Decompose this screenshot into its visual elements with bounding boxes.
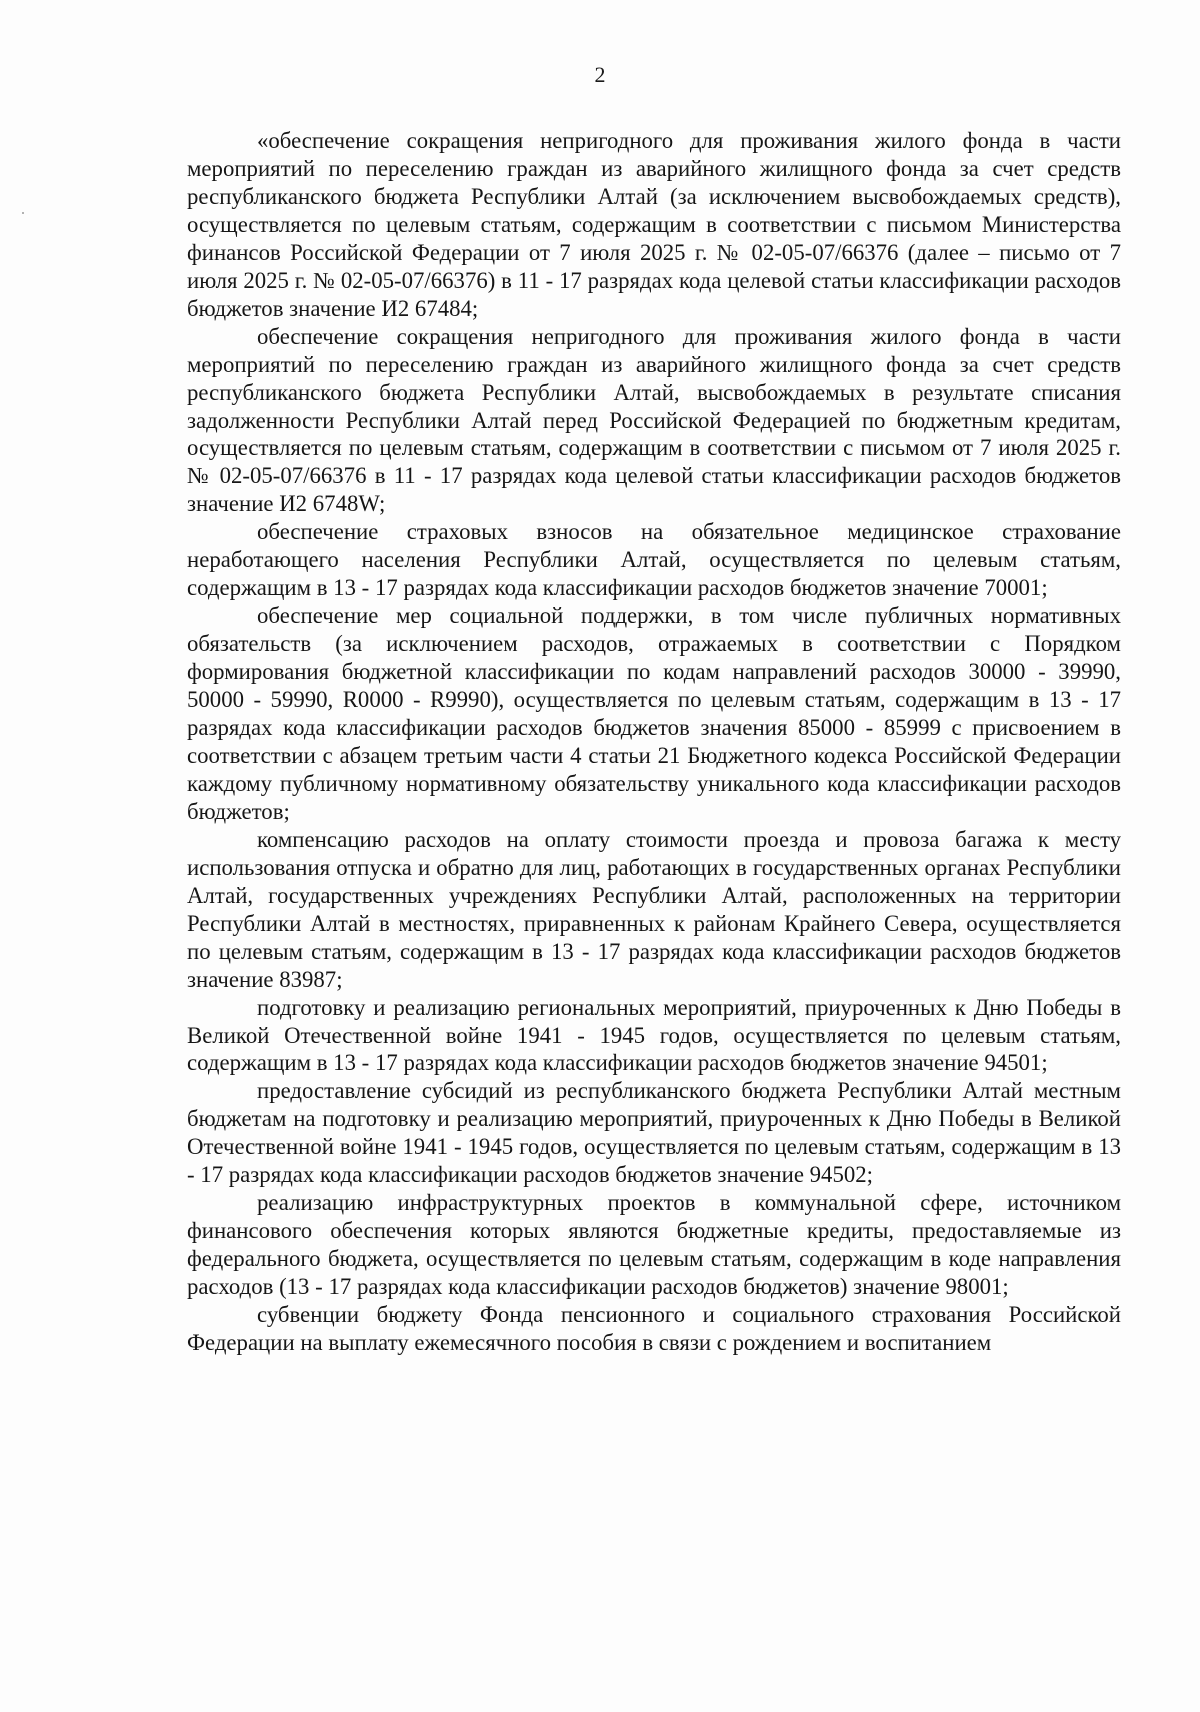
paragraph-medical-insurance: обеспечение страховых взносов на обязательное медицинское страхование неработающего населения Республики Алтай, осуществляется по целевым статьям, содержащим в 13 - 17 разрядах кода классификации расходов бюджетов значение 70001; <box>187 519 1121 601</box>
document-body <box>187 127 1121 1357</box>
paragraph-resettlement-regional-funds: «обеспечение сокращения непригодного для проживания жилого фонда в части мероприятий по переселению граждан из аварийного жилищного фонда за счет средств республиканского бюджета Республики Алтай (за исключением высвобождаемых средств), осуществляется по целевым статьям, содержащим в соответствии с письмом Министерства финансов Российской Федерации от 7 июля 2025 г. № 02-05-07/66376 (далее – письмо от 7 июля 2025 г. № 02-05-07/66376) в 11 - 17 разрядах кода целевой статьи классификации расходов бюджетов значение И2 67484; <box>187 128 1121 321</box>
paragraph-pension-fund-subventions: субвенции бюджету Фонда пенсионного и социального страхования Российской Федерации на выплату ежемесячного пособия в связи с рождением и воспитанием <box>187 1302 1121 1355</box>
paragraph-resettlement-released-funds: обеспечение сокращения непригодного для проживания жилого фонда в части мероприятий по переселению граждан из аварийного жилищного фонда за счет средств республиканского бюджета Республики Алтай, высвобождаемых в результате списания задолженности Республики Алтай перед Российской Федерацией по бюджетным кредитам, осуществляется по целевым статьям, содержащим в соответствии с письмом от 7 июля 2025 г. № 02-05-07/66376 в 11 - 17 разрядах кода целевой статьи классификации расходов бюджетов значение И2 6748W; <box>187 323 1121 517</box>
scan-artifact <box>22 212 24 214</box>
paragraph-infrastructure-projects: реализацию инфраструктурных проектов в коммунальной сфере, источником финансового обеспечения которых являются бюджетные кредиты, предоставляемые из федерального бюджета, осуществляется по целевым статьям, содержащим в коде направления расходов (13 - 17 разрядах кода классификации расходов бюджетов) значение 98001; <box>187 1190 1121 1300</box>
paragraph-victory-day-subsidies: предоставление субсидий из республиканского бюджета Республики Алтай местным бюджетам на подготовку и реализацию мероприятий, приуроченных к Дню Победы в Великой Отечественной войне 1941 - 1945 годов, осуществляется по целевым статьям, содержащим в 13 - 17 разрядах кода классификации расходов бюджетов значение 94502; <box>187 1078 1121 1188</box>
page-number: 2 <box>594 62 606 87</box>
paragraph-travel-compensation: компенсацию расходов на оплату стоимости проезда и провоза багажа к месту использования отпуска и обратно для лиц, работающих в государственных органах Республики Алтай, государственных учреждениях Республики Алтай, расположенных на территории Республики Алтай в местностях, приравненных к районам Крайнего Севера, осуществляется по целевым статьям, содержащим в 13 - 17 разрядах кода классификации расходов бюджетов значение 83987; <box>187 826 1121 992</box>
paragraph-social-support: обеспечение мер социальной поддержки, в том числе публичных нормативных обязательств (за исключением расходов, отражаемых в соответствии с Порядком формирования бюджетной классификации по кодам направлений расходов 30000 - 39990, 50000 - 59990, R0000 - R9990), осуществляется по целевым статьям, содержащим в 13 - 17 разрядах кода классификации расходов бюджетов значения 85000 - 85999 с присвоением в соответствии с абзацем третьим части 4 статьи 21 Бюджетного кодекса Российской Федерации каждому публичному нормативному обязательству уникального кода классификации расходов бюджетов; <box>187 603 1121 824</box>
paragraph-victory-day-events: подготовку и реализацию региональных мероприятий, приуроченных к Дню Победы в Великой Отечественной войне 1941 - 1945 годов, осуществляется по целевым статьям, содержащим в 13 - 17 разрядах кода классификации расходов бюджетов значение 94501; <box>187 994 1121 1076</box>
